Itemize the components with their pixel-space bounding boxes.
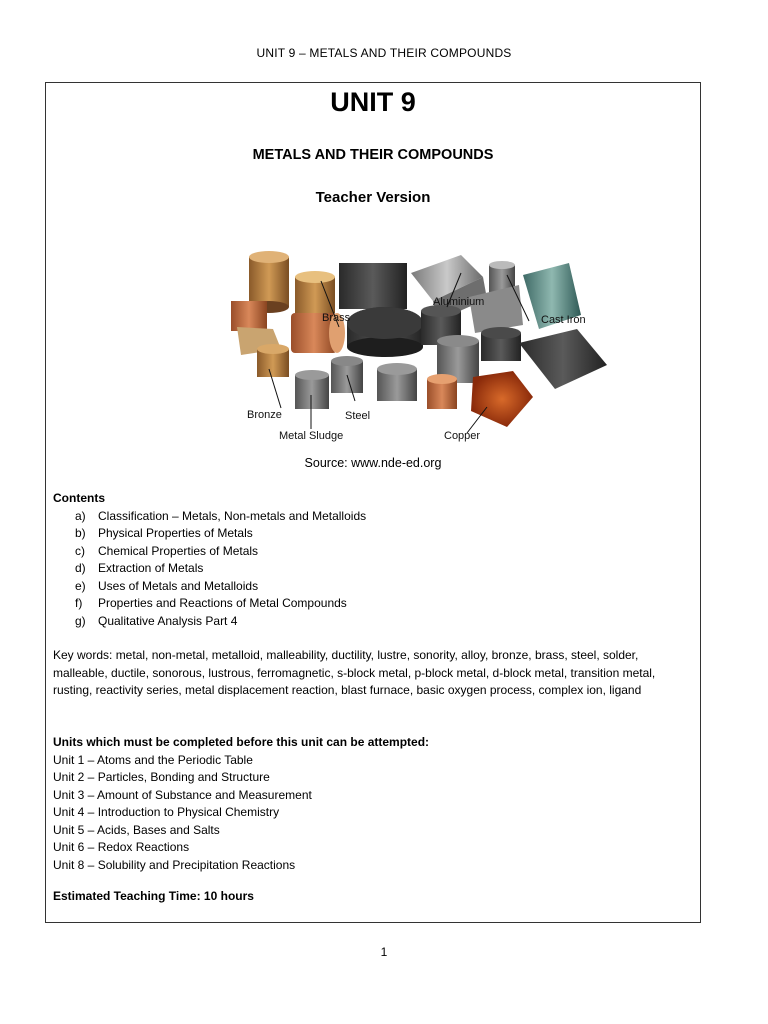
iron-disc — [347, 307, 423, 357]
page-number: 1 — [380, 945, 388, 959]
copper-ore-lump — [471, 371, 533, 427]
contents-list — [53, 508, 693, 631]
contents-item-marker: g) — [75, 613, 86, 628]
contents-item-text: Extraction of Metals — [98, 561, 204, 575]
metal-samples-photo — [171, 215, 586, 451]
contents-heading: Contents — [53, 491, 105, 505]
label-metal-sludge: Metal Sludge — [279, 430, 344, 442]
contents-item — [53, 560, 693, 578]
contents-item-marker: e) — [75, 578, 86, 593]
prerequisite-unit: Unit 3 – Amount of Substance and Measurement — [53, 787, 312, 802]
teaching-time: Estimated Teaching Time: 10 hours — [53, 889, 254, 903]
contents-item-text: Physical Properties of Metals — [98, 526, 253, 540]
contents-item — [53, 613, 693, 631]
prerequisite-unit: Unit 6 – Redox Reactions — [53, 840, 190, 854]
contents-item-marker: c) — [75, 543, 85, 558]
metal-samples-illustration — [171, 215, 586, 451]
image-source: Source: www.nde-ed.org — [304, 456, 442, 470]
contents-item — [53, 508, 693, 526]
contents-item — [53, 525, 693, 543]
bronze-cylinder-small — [257, 344, 289, 377]
copper-block-small — [231, 301, 267, 331]
contents-item-marker: b) — [75, 526, 86, 540]
prerequisite-unit: Unit 8 – Solubility and Precipitation Reactions — [53, 857, 296, 872]
contents-item — [53, 578, 693, 596]
dark-cylinder-right — [481, 327, 521, 361]
label-bronze: Bronze — [247, 409, 282, 421]
label-brass: Brass — [322, 312, 351, 324]
contents-item — [53, 543, 693, 561]
dark-bar — [519, 329, 607, 389]
contents-item-marker: f) — [75, 596, 83, 610]
metal-sludge-cylinder — [295, 370, 329, 409]
running-header: UNIT 9 – METALS AND THEIR COMPOUNDS — [256, 46, 512, 60]
grey-cylinder-front — [377, 363, 417, 401]
title-page-frame — [45, 82, 701, 923]
contents-item-text: Properties and Reactions of Metal Compounds — [98, 596, 347, 610]
prerequisite-unit: Unit 4 – Introduction to Physical Chemistry — [53, 805, 280, 819]
contents-item-text: Chemical Properties of Metals — [98, 543, 259, 558]
prerequisite-units — [53, 734, 693, 874]
key-words-paragraph: Key words: metal, non-metal, metalloid, malleability, ductility, lustre, sonority, alloy, bronze, brass, steel, solder, malleable, ductile, sonorous, lustrous, ferromagnetic, s-block metal, p-block metal, d-block metal, transition metal, rusting, reactivity series, metal displacement reaction, blast furnace, basic oxygen process, complex ion, ligand — [53, 648, 656, 697]
label-steel: Steel — [345, 410, 371, 422]
copper-small-cylinder — [427, 374, 457, 409]
label-aluminium: Aluminium — [433, 296, 485, 308]
steel-small-cylinder — [331, 356, 363, 393]
brass-cylinder — [295, 271, 335, 313]
contents-item-text: Qualitative Analysis Part 4 — [98, 613, 238, 628]
contents-item-marker: d) — [75, 561, 86, 575]
unit-title: UNIT 9 — [330, 87, 416, 117]
contents-item-text: Uses of Metals and Metalloids — [98, 578, 259, 593]
unit-subtitle: METALS AND THEIR COMPOUNDS — [252, 147, 494, 163]
contents-section — [53, 490, 693, 630]
prerequisite-unit: Unit 5 – Acids, Bases and Salts — [53, 822, 220, 837]
contents-item-text: Classification – Metals, Non-metals and Metalloids — [98, 508, 367, 523]
prerequisite-unit: Unit 1 – Atoms and the Periodic Table — [53, 752, 253, 767]
label-cast-iron: Cast Iron — [541, 314, 586, 326]
iron-block — [339, 263, 407, 309]
version-label: Teacher Version — [315, 189, 431, 206]
contents-item — [53, 595, 693, 613]
prerequisite-unit: Unit 2 – Particles, Bonding and Structure — [53, 770, 270, 784]
contents-item-marker: a) — [75, 508, 86, 523]
prerequisite-heading: Units which must be completed before this unit can be attempted: — [53, 735, 430, 749]
label-copper: Copper — [444, 430, 481, 442]
